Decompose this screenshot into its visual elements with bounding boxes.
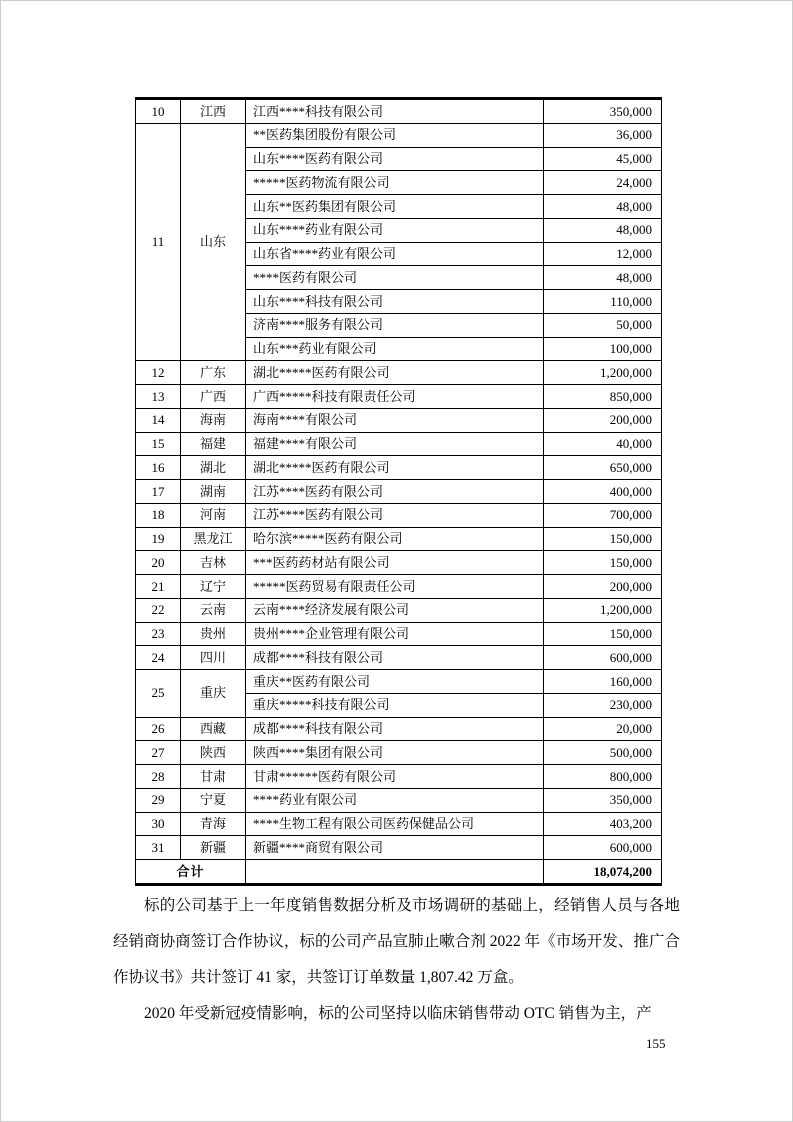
cell-company: ****生物工程有限公司医药保健品公司 bbox=[246, 812, 544, 836]
cell-total-label: 合计 bbox=[136, 860, 246, 885]
cell-province: 福建 bbox=[181, 432, 246, 456]
cell-amount: 48,000 bbox=[544, 266, 662, 290]
cell-row-number: 28 bbox=[136, 765, 181, 789]
cell-amount: 200,000 bbox=[544, 575, 662, 599]
cell-province: 山东 bbox=[181, 123, 246, 361]
cell-amount: 150,000 bbox=[544, 527, 662, 551]
cell-row-number: 30 bbox=[136, 812, 181, 836]
cell-company: 新疆****商贸有限公司 bbox=[246, 836, 544, 860]
cell-row-number: 10 bbox=[136, 99, 181, 124]
cell-province: 青海 bbox=[181, 812, 246, 836]
cell-province: 贵州 bbox=[181, 622, 246, 646]
cell-company: 陕西****集团有限公司 bbox=[246, 741, 544, 765]
cell-amount: 48,000 bbox=[544, 218, 662, 242]
cell-company: 重庆*****科技有限公司 bbox=[246, 693, 544, 717]
table-row bbox=[136, 456, 662, 480]
distributor-order-table bbox=[135, 97, 662, 886]
cell-amount: 850,000 bbox=[544, 385, 662, 409]
cell-company: 贵州****企业管理有限公司 bbox=[246, 622, 544, 646]
cell-row-number: 25 bbox=[136, 670, 181, 718]
cell-total-company bbox=[246, 860, 544, 885]
cell-company: 江苏****医药有限公司 bbox=[246, 480, 544, 504]
cell-amount: 1,200,000 bbox=[544, 598, 662, 622]
cell-province: 湖北 bbox=[181, 456, 246, 480]
cell-amount: 50,000 bbox=[544, 313, 662, 337]
cell-row-number: 15 bbox=[136, 432, 181, 456]
cell-company: 济南****服务有限公司 bbox=[246, 313, 544, 337]
cell-province: 宁夏 bbox=[181, 788, 246, 812]
cell-company: 山东省****药业有限公司 bbox=[246, 242, 544, 266]
cell-province: 云南 bbox=[181, 598, 246, 622]
cell-province: 湖南 bbox=[181, 480, 246, 504]
cell-company: 江苏****医药有限公司 bbox=[246, 503, 544, 527]
cell-amount: 12,000 bbox=[544, 242, 662, 266]
cell-row-number: 26 bbox=[136, 717, 181, 741]
cell-company: 湖北*****医药有限公司 bbox=[246, 456, 544, 480]
cell-amount: 350,000 bbox=[544, 99, 662, 124]
cell-row-number: 14 bbox=[136, 408, 181, 432]
cell-province: 广东 bbox=[181, 361, 246, 385]
cell-company: 湖北*****医药有限公司 bbox=[246, 361, 544, 385]
cell-province: 陕西 bbox=[181, 741, 246, 765]
cell-company: 甘肃******医药有限公司 bbox=[246, 765, 544, 789]
cell-amount: 403,200 bbox=[544, 812, 662, 836]
table-row bbox=[136, 598, 662, 622]
table-row bbox=[136, 765, 662, 789]
table-row bbox=[136, 123, 662, 147]
cell-company: 福建****有限公司 bbox=[246, 432, 544, 456]
cell-province: 广西 bbox=[181, 385, 246, 409]
cell-amount: 400,000 bbox=[544, 480, 662, 504]
cell-row-number: 31 bbox=[136, 836, 181, 860]
paragraph-2020-impact: 2020 年受新冠疫情影响，标的公司坚持以临床销售带动 OTC 销售为主，产 bbox=[144, 1005, 652, 1022]
cell-row-number: 16 bbox=[136, 456, 181, 480]
cell-company: 重庆**医药有限公司 bbox=[246, 670, 544, 694]
cell-company: *****医药贸易有限责任公司 bbox=[246, 575, 544, 599]
cell-company: *****医药物流有限公司 bbox=[246, 171, 544, 195]
cell-province: 重庆 bbox=[181, 670, 246, 718]
page-number: 155 bbox=[646, 1036, 666, 1051]
cell-company: 山东****科技有限公司 bbox=[246, 290, 544, 314]
cell-company: 山东****医药有限公司 bbox=[246, 147, 544, 171]
cell-row-number: 22 bbox=[136, 598, 181, 622]
cell-company: 山东****药业有限公司 bbox=[246, 218, 544, 242]
cell-row-number: 13 bbox=[136, 385, 181, 409]
cell-company: ****药业有限公司 bbox=[246, 788, 544, 812]
table-row bbox=[136, 527, 662, 551]
table-row bbox=[136, 480, 662, 504]
cell-company: 成都****科技有限公司 bbox=[246, 646, 544, 670]
cell-amount: 350,000 bbox=[544, 788, 662, 812]
cell-row-number: 24 bbox=[136, 646, 181, 670]
cell-company: 广西*****科技有限责任公司 bbox=[246, 385, 544, 409]
cell-amount: 40,000 bbox=[544, 432, 662, 456]
cell-province: 黑龙江 bbox=[181, 527, 246, 551]
cell-amount: 600,000 bbox=[544, 836, 662, 860]
cell-company: 成都****科技有限公司 bbox=[246, 717, 544, 741]
table-row bbox=[136, 408, 662, 432]
cell-amount: 160,000 bbox=[544, 670, 662, 694]
cell-company: **医药集团股份有限公司 bbox=[246, 123, 544, 147]
cell-amount: 100,000 bbox=[544, 337, 662, 361]
cell-province: 吉林 bbox=[181, 551, 246, 575]
cell-row-number: 12 bbox=[136, 361, 181, 385]
cell-row-number: 23 bbox=[136, 622, 181, 646]
table-row bbox=[136, 717, 662, 741]
cell-amount: 20,000 bbox=[544, 717, 662, 741]
cell-company: 海南****有限公司 bbox=[246, 408, 544, 432]
cell-company: 哈尔滨*****医药有限公司 bbox=[246, 527, 544, 551]
cell-province: 甘肃 bbox=[181, 765, 246, 789]
table-row bbox=[136, 670, 662, 694]
table-total-row bbox=[136, 860, 662, 885]
cell-company: ***医药药材站有限公司 bbox=[246, 551, 544, 575]
table-row bbox=[136, 385, 662, 409]
table-row bbox=[136, 575, 662, 599]
cell-amount: 48,000 bbox=[544, 195, 662, 219]
cell-amount: 36,000 bbox=[544, 123, 662, 147]
cell-row-number: 11 bbox=[136, 123, 181, 361]
cell-company: ****医药有限公司 bbox=[246, 266, 544, 290]
cell-company: 云南****经济发展有限公司 bbox=[246, 598, 544, 622]
cell-amount: 110,000 bbox=[544, 290, 662, 314]
paragraph-agreement-summary: 标的公司基于上一年度销售数据分析及市场调研的基础上，经销售人员与各地经销商协商签订合作协议，标的公司产品宣肺止嗽合剂 2022 年《市场开发、推广合作协议书》共计签订 41 家，共签订订单数量 1,807.42 万盒。 bbox=[113, 897, 680, 986]
table-row bbox=[136, 646, 662, 670]
cell-amount: 500,000 bbox=[544, 741, 662, 765]
table-row bbox=[136, 99, 662, 124]
cell-amount: 45,000 bbox=[544, 147, 662, 171]
table-row bbox=[136, 741, 662, 765]
table-row bbox=[136, 836, 662, 860]
table-row bbox=[136, 432, 662, 456]
cell-province: 河南 bbox=[181, 503, 246, 527]
cell-amount: 600,000 bbox=[544, 646, 662, 670]
cell-amount: 650,000 bbox=[544, 456, 662, 480]
cell-company: 山东**医药集团有限公司 bbox=[246, 195, 544, 219]
cell-province: 江西 bbox=[181, 99, 246, 124]
cell-amount: 230,000 bbox=[544, 693, 662, 717]
cell-province: 四川 bbox=[181, 646, 246, 670]
cell-row-number: 27 bbox=[136, 741, 181, 765]
cell-amount: 150,000 bbox=[544, 622, 662, 646]
cell-row-number: 17 bbox=[136, 480, 181, 504]
cell-amount: 1,200,000 bbox=[544, 361, 662, 385]
cell-amount: 700,000 bbox=[544, 503, 662, 527]
cell-amount: 800,000 bbox=[544, 765, 662, 789]
cell-province: 海南 bbox=[181, 408, 246, 432]
table-body bbox=[136, 99, 662, 885]
cell-row-number: 18 bbox=[136, 503, 181, 527]
body-text bbox=[113, 888, 680, 1032]
table-row bbox=[136, 812, 662, 836]
cell-total-amount: 18,074,200 bbox=[544, 860, 662, 885]
cell-row-number: 21 bbox=[136, 575, 181, 599]
cell-amount: 24,000 bbox=[544, 171, 662, 195]
table-row bbox=[136, 551, 662, 575]
cell-amount: 150,000 bbox=[544, 551, 662, 575]
cell-province: 新疆 bbox=[181, 836, 246, 860]
table-row bbox=[136, 503, 662, 527]
table-row bbox=[136, 622, 662, 646]
cell-row-number: 19 bbox=[136, 527, 181, 551]
cell-company: 江西****科技有限公司 bbox=[246, 99, 544, 124]
cell-row-number: 20 bbox=[136, 551, 181, 575]
cell-province: 辽宁 bbox=[181, 575, 246, 599]
cell-amount: 200,000 bbox=[544, 408, 662, 432]
table-row bbox=[136, 788, 662, 812]
table-row bbox=[136, 361, 662, 385]
cell-province: 西藏 bbox=[181, 717, 246, 741]
cell-company: 山东***药业有限公司 bbox=[246, 337, 544, 361]
cell-row-number: 29 bbox=[136, 788, 181, 812]
